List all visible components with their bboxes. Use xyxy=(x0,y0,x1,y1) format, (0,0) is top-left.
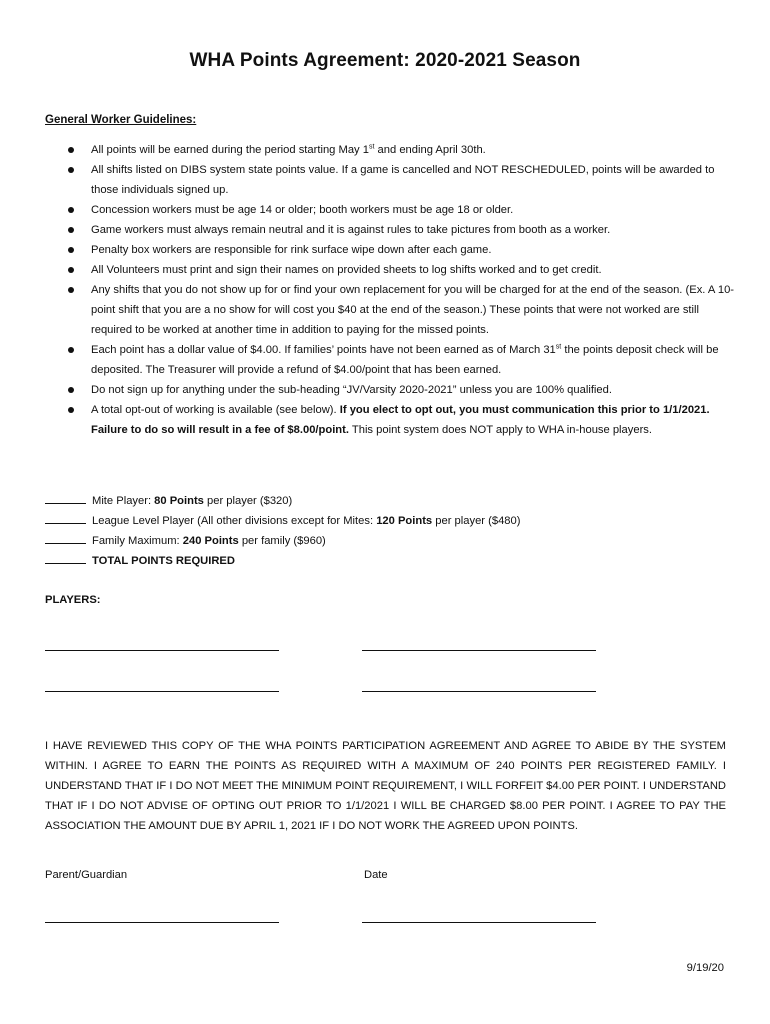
players-label: PLAYERS: xyxy=(45,594,101,606)
list-item: Each point has a dollar value of $4.00. If families’ points have not been earned as of March 31st the points deposit check will be deposited. The Treasurer will provide a refund of $4.00/point that has been earned. xyxy=(45,340,735,380)
bullet-icon xyxy=(68,287,74,293)
bullet-icon xyxy=(68,247,74,253)
document-title: WHA Points Agreement: 2020-2021 Season xyxy=(189,50,581,71)
date-signature-line[interactable] xyxy=(362,922,596,923)
bullet-icon xyxy=(68,207,74,213)
bullet-icon xyxy=(68,347,74,353)
list-item: Any shifts that you do not show up for or find your own replacement for you will be charged for at the end of the season. (Ex. A 10-point shift that you are a no show for will cost you $40 at the end of the season.) These points that were not worked are still required to be worked at another time in addition to paying for the missed points. xyxy=(45,280,735,340)
family-points-blank[interactable] xyxy=(45,532,86,544)
bullet-icon xyxy=(68,167,74,173)
section-heading: General Worker Guidelines: xyxy=(45,114,197,126)
list-item: Game workers must always remain neutral and it is against rules to take pictures from booth as a worker. xyxy=(45,220,735,240)
bullet-icon xyxy=(68,407,74,413)
bullet-icon xyxy=(68,147,74,153)
points-section xyxy=(45,491,520,571)
mite-points-blank[interactable] xyxy=(45,492,86,504)
agreement-paragraph: I HAVE REVIEWED THIS COPY OF THE WHA POINTS PARTICIPATION AGREEMENT AND AGREE TO ABIDE BY THE SYSTEM WITHIN. I AGREE TO EARN THE POINTS AS REQUIRED WITH A MAXIMUM OF 240 POINTS PER REGISTERED FAMILY. I UNDERSTAND THAT IF I DO NOT MEET THE MINIMUM POINT REQUIREMENT, I WILL FORFEIT $4.00 PER POINT. I UNDERSTAND THAT IF I DO NOT ADVISE OF OPTING OUT PRIOR TO 1/1/2021 I WILL BE CHARGED $8.00 PER POINT. I AGREE TO PAY THE ASSOCIATION THE AMOUNT DUE BY APRIL 1, 2021 IF I DO NOT WORK THE AGREED UPON POINTS. xyxy=(45,740,726,832)
family-maximum-row: Family Maximum: 240 Points per family ($960) xyxy=(45,531,520,551)
player-name-line-1[interactable] xyxy=(45,650,279,651)
player-name-line-4[interactable] xyxy=(362,691,596,692)
list-item: All Volunteers must print and sign their names on provided sheets to log shifts worked and to get credit. xyxy=(45,260,735,280)
bullet-icon xyxy=(68,387,74,393)
mite-player-row: Mite Player: 80 Points per player ($320) xyxy=(45,491,520,511)
player-name-line-2[interactable] xyxy=(362,650,596,651)
list-item: Concession workers must be age 14 or older; booth workers must be age 18 or older. xyxy=(45,200,735,220)
list-item: All points will be earned during the period starting May 1st and ending April 30th. xyxy=(45,140,735,160)
parent-guardian-label: Parent/Guardian xyxy=(45,869,128,881)
player-name-line-3[interactable] xyxy=(45,691,279,692)
list-item: A total opt-out of working is available (see below). If you elect to opt out, you must communication this prior to 1/1/2021. Failure to do so will result in a fee of $8.00/point. This point system does NOT apply to WHA in-house players. xyxy=(45,400,735,440)
guidelines-list xyxy=(45,140,735,440)
list-item: Penalty box workers are responsible for rink surface wipe down after each game. xyxy=(45,240,735,260)
footer-date: 9/19/20 xyxy=(686,962,724,974)
date-label: Date xyxy=(364,869,388,881)
parent-signature-line[interactable] xyxy=(45,922,279,923)
total-points-row: TOTAL POINTS REQUIRED xyxy=(45,551,520,571)
bullet-icon xyxy=(68,267,74,273)
list-item: Do not sign up for anything under the sub-heading “JV/Varsity 2020-2021” unless you are 100% qualified. xyxy=(45,380,735,400)
list-item: All shifts listed on DIBS system state points value. If a game is cancelled and NOT RESCHEDULED, points will be awarded to those individuals signed up. xyxy=(45,160,735,200)
total-points-blank[interactable] xyxy=(45,552,86,564)
league-points-blank[interactable] xyxy=(45,512,86,524)
league-player-row: League Level Player (All other divisions except for Mites: 120 Points per player ($480) xyxy=(45,511,520,531)
bullet-icon xyxy=(68,227,74,233)
